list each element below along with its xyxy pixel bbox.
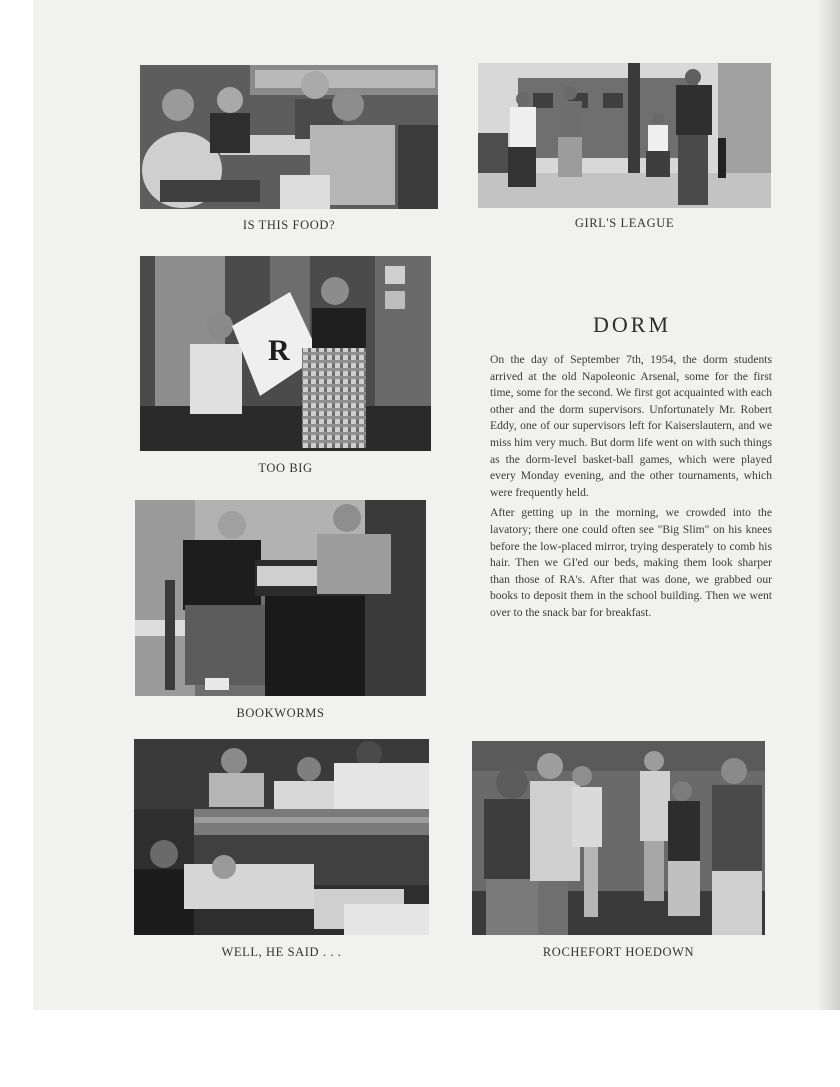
page-edge-shadow bbox=[818, 0, 840, 1010]
caption-bookworms: BOOKWORMS bbox=[236, 706, 325, 720]
article-body bbox=[490, 352, 772, 626]
photo-is-this-food bbox=[140, 65, 438, 209]
caption-is-this-food: IS THIS FOOD? bbox=[242, 218, 336, 232]
svg-text:R: R bbox=[268, 334, 290, 367]
photo-girls-league bbox=[478, 63, 771, 208]
photo-too-big bbox=[140, 256, 431, 451]
caption-well-he-said: WELL, HE SAID . . . bbox=[221, 945, 342, 959]
photo-rochefort-hoedown bbox=[472, 741, 765, 935]
photo-well-he-said bbox=[134, 739, 429, 935]
caption-rochefort-hoedown: ROCHEFORT HOEDOWN bbox=[542, 945, 695, 959]
caption-too-big: TOO BIG bbox=[258, 461, 313, 475]
article-paragraph: After getting up in the morning, we crowded into the lavatory; there one could often see "Big Slim" on his knees before the low-placed mirror, trying desperately to comb his hair. Then we GI'ed our beds, making them look sharper than those of RA's. After that was done, we grabbed our books to deposit them in the school building. Then we went over to the snack bar for breakfast. bbox=[490, 506, 772, 619]
photo-bookworms bbox=[135, 500, 426, 696]
article-title: DORM bbox=[593, 312, 672, 337]
caption-girls-league: GIRL'S LEAGUE bbox=[574, 216, 675, 230]
article-paragraph: On the day of September 7th, 1954, the dorm students arrived at the old Napoleonic Arsenal, some for the first time, some for the second. We first got acquainted with each other and the dorm supervisors. Unfortunately Mr. Robert Eddy, one of our supervisors left for Kaiserslautern, and we miss him very much. But dorm life went on with such things as the dorm-level basket-ball games, which were played every Monday evening, and the other tournaments, which were frequently held. bbox=[490, 353, 772, 499]
